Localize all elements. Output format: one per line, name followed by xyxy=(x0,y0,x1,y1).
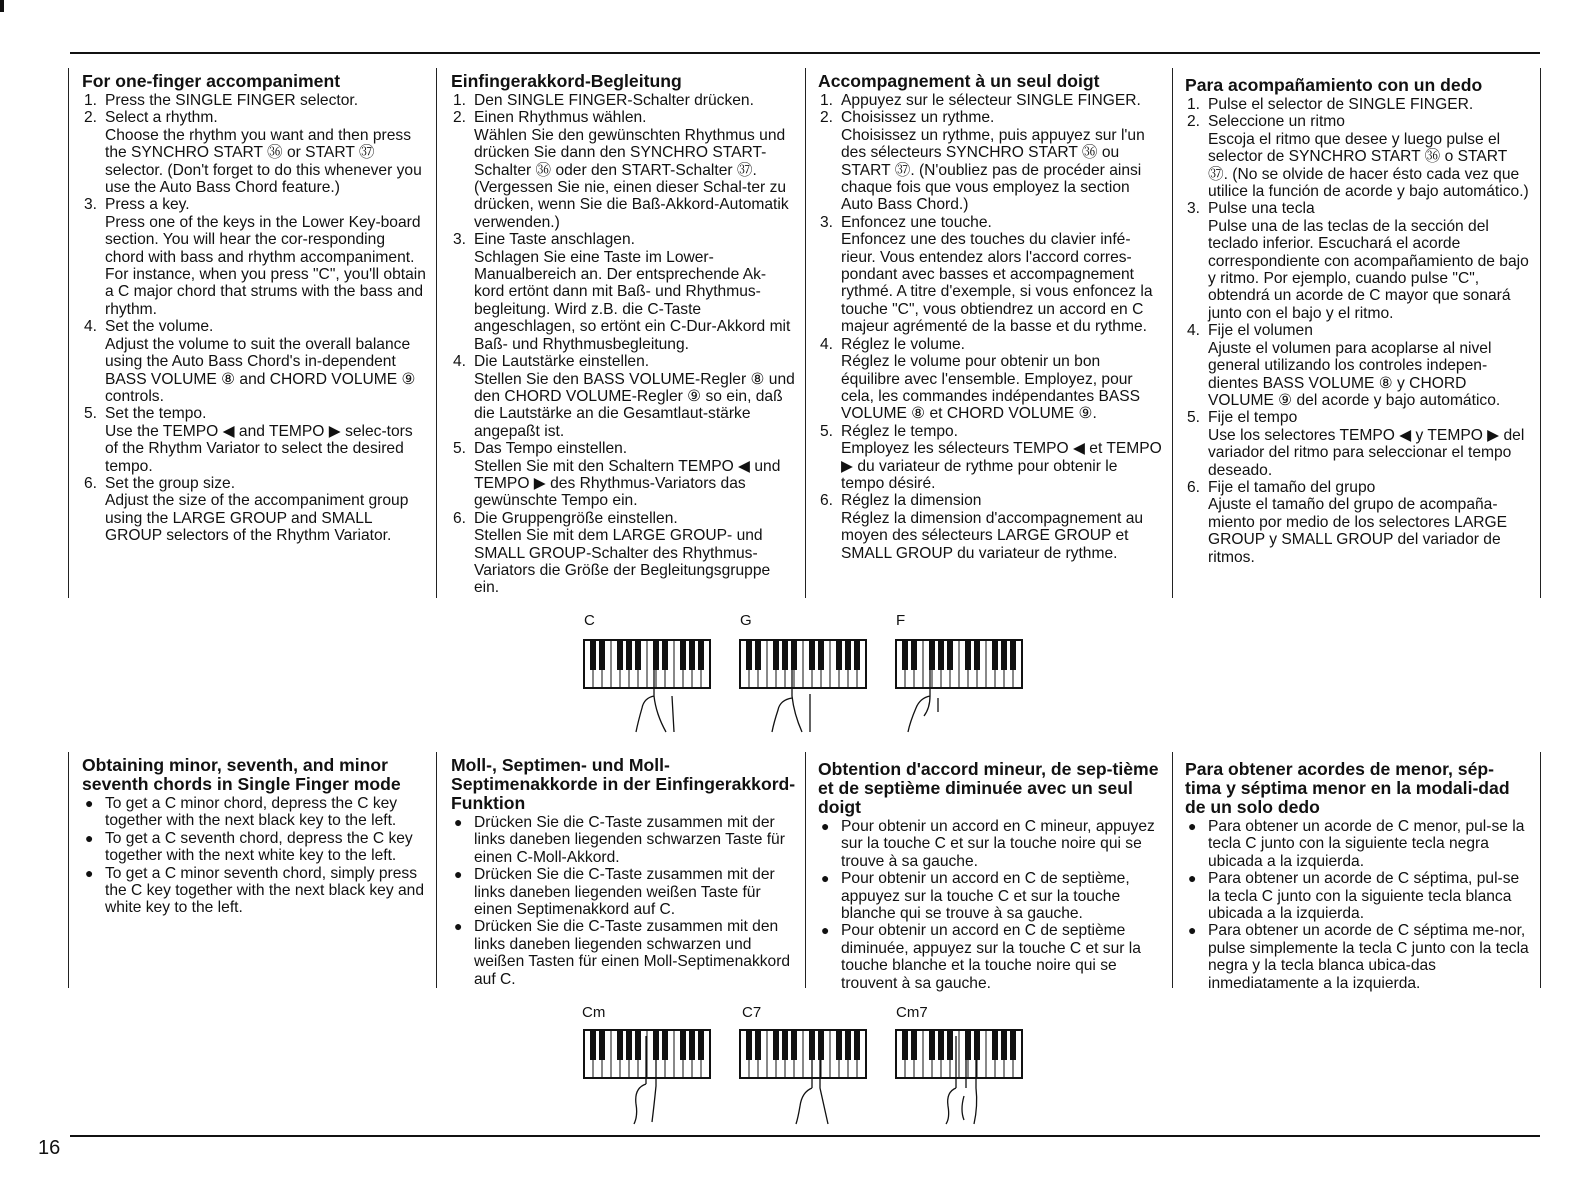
step-label: Seleccione un ritmo xyxy=(1208,113,1345,131)
black-key xyxy=(974,1030,980,1060)
minor-section-german xyxy=(451,756,796,988)
bullet-text: To get a C minor seventh chord, simply press the C key together with the next black key and white key to the left. xyxy=(105,864,424,917)
step-item xyxy=(82,475,427,545)
step-number: 1. xyxy=(820,92,834,109)
black-key xyxy=(773,1030,779,1060)
step-item xyxy=(1185,409,1530,479)
bullet-text: Para obtener un acorde de C séptima, pul-se la tecla C junto con la siguiente tecla blanca ubicada a la izquierda. xyxy=(1208,870,1520,923)
black-key xyxy=(782,1030,788,1060)
divider xyxy=(436,68,437,598)
black-key xyxy=(902,640,908,670)
bullet-item xyxy=(1185,818,1530,870)
step-item xyxy=(451,92,796,109)
step-body: Schlagen Sie eine Taste im Lower-Manualbereich an. Der entsprechende Ak-kord ertönt dann mit Baß- und Rhythmus-begleitung. Wird z.B. die C-Taste angeschlagen, so ertönt ein C-Dur-Akkord mit Baß- und Rhythmusbegleitung. xyxy=(474,248,791,353)
step-label: Fije el volumen xyxy=(1208,322,1313,340)
bullet-icon: ● xyxy=(454,918,463,935)
bullet-item xyxy=(451,866,796,918)
step-number: 3. xyxy=(84,196,98,214)
black-key xyxy=(818,640,824,670)
step-number: 4. xyxy=(453,353,467,371)
step-body: Press one of the keys in the Lower Key-board section. You will hear the cor-responding chord with bass and rhythm accompaniment. For instance, when you press "C", you'll obtain a C major chord that strums with the bass and rhythm. xyxy=(105,213,426,318)
bullet-item xyxy=(1185,922,1530,992)
black-key xyxy=(947,640,953,670)
step-body: Escoja el ritmo que desee y luego pulse el selector de SYNCHRO START ㊱ o START ㊲. (No se olvide de hacer ésto cada vez que utilice la función de acorde y bajo automático.) xyxy=(1208,130,1529,201)
divider xyxy=(1172,68,1173,598)
bullet-icon: ● xyxy=(454,814,463,830)
page-number: 16 xyxy=(38,1137,61,1159)
black-key xyxy=(680,640,686,670)
bullet-icon: ● xyxy=(85,864,94,881)
black-key xyxy=(809,640,815,670)
bullet-text: To get a C minor chord, depress the C key together with the next black key to the left. xyxy=(105,795,398,830)
section-title: Moll-, Septimen- und Moll-Septimenakkorde in der Einfingerakkord-Funktion xyxy=(451,755,796,813)
step-label: Set the group size. xyxy=(105,474,236,492)
bullet-item xyxy=(82,830,427,865)
step-body: Stellen Sie mit dem LARGE GROUP- und SMALL GROUP-Schalter des Rhythmus-Variators die Größe der Begleitungsgruppe ein. xyxy=(474,527,771,597)
divider xyxy=(436,752,437,988)
divider xyxy=(1540,752,1541,988)
bullet-icon: ● xyxy=(821,922,830,939)
section-title: Obtaining minor, seventh, and minor seventh chords in Single Finger mode xyxy=(82,755,401,794)
step-number: 3. xyxy=(453,231,467,249)
step-number: 5. xyxy=(1187,409,1201,427)
black-key xyxy=(1010,1030,1016,1060)
divider xyxy=(805,752,806,988)
step-item xyxy=(818,92,1163,109)
black-key xyxy=(617,640,623,670)
step-number: 5. xyxy=(84,405,98,423)
bullet-item xyxy=(1185,870,1530,922)
step-item xyxy=(82,109,427,196)
step-number: 2. xyxy=(453,109,467,127)
step-item xyxy=(818,109,1163,213)
bullet-icon: ● xyxy=(821,870,830,887)
step-label: Fije el tempo xyxy=(1208,409,1298,427)
keyboard-diagram-c xyxy=(582,636,716,736)
bullet-text: Drücken Sie die C-Taste zusammen mit der links daneben liegenden schwarzen Taste für einen C-Moll-Akkord. xyxy=(474,814,785,866)
step-item xyxy=(1185,322,1530,409)
step-label: Pulse el selector de SINGLE FINGER. xyxy=(1208,96,1474,113)
step-body: Ajuste el tamaño del grupo de acompaña-miento por medio de los selectores LARGE GROUP y SMALL GROUP del variador de ritmos. xyxy=(1208,496,1508,566)
black-key xyxy=(911,640,917,670)
bullet-text: Pour obtenir un accord en C de septième, appuyez sur la touche C et sur la touche blanche qui se trouve à sa gauche. xyxy=(841,870,1130,923)
chord-label: Cm xyxy=(582,1004,606,1021)
section-title: Obtention d'accord mineur, de sep-tième et de septième diminuée avec un seul doigt xyxy=(818,759,1159,817)
step-number: 1. xyxy=(84,92,98,109)
step-body: Choose the rhythm you want and then press the SYNCHRO START ㊱ or START ㊲ selector. (Don't forget to do this whenever you use the Auto Bass Chord feature.) xyxy=(105,126,422,197)
step-item xyxy=(1185,200,1530,322)
black-key xyxy=(635,1030,641,1060)
step-label: Den SINGLE FINGER-Schalter drücken. xyxy=(474,92,754,109)
step-label: Réglez la dimension xyxy=(841,492,982,510)
step-body: Choisissez un rythme, puis appuyez sur l'un des sélecteurs SYNCHRO START ㊱ ou START ㊲. (N'oubliez pas de procéder ainsi chaque fois que vous employez la section Auto Bass Chord.) xyxy=(841,126,1145,214)
chord-label: G xyxy=(740,612,752,629)
step-item xyxy=(1185,96,1530,113)
bullet-icon: ● xyxy=(85,829,94,846)
step-body: Pulse una de las teclas de la sección del teclado inferior. Escuchará el acorde correspondiente con acompañamiento de bajo y ritmo. Por ejemplo, cuando pulse "C", obtendrá un acorde de C mayor que sonará junto con el bajo y el ritmo. xyxy=(1208,217,1529,322)
divider xyxy=(805,68,806,598)
step-item xyxy=(451,231,796,353)
section-title: For one-finger accompaniment xyxy=(82,71,341,91)
step-label: Réglez le tempo. xyxy=(841,422,959,440)
step-number: 4. xyxy=(1187,322,1201,340)
section-german xyxy=(451,72,796,597)
step-number: 3. xyxy=(1187,200,1201,218)
step-number: 2. xyxy=(820,109,834,127)
black-key xyxy=(947,1030,953,1060)
step-label: Die Lautstärke einstellen. xyxy=(474,353,650,371)
keyboard-diagram-cm7 xyxy=(894,1026,1028,1126)
bullet-item xyxy=(82,795,427,830)
corner-mark xyxy=(0,0,4,12)
top-rule xyxy=(70,52,1540,54)
black-key xyxy=(755,1030,761,1060)
black-key xyxy=(698,640,704,670)
section-title: Einfingerakkord-Begleitung xyxy=(451,71,682,91)
keyboard-diagram-g xyxy=(738,636,872,736)
step-label: Select a rhythm. xyxy=(105,109,218,127)
section-title: Para obtener acordes de menor, sép-tima y séptima menor en la modali-dad de un solo dedo xyxy=(1185,759,1510,817)
bullet-item xyxy=(82,865,427,917)
bottom-rule xyxy=(70,1135,1540,1137)
step-label: Set the volume. xyxy=(105,318,214,336)
step-body: Wählen Sie den gewünschten Rhythmus und drücken Sie dann den SYNCHRO START-Schalter ㊱ oder den START-Schalter ㊲. (Vergessen Sie nie, einen dieser Schal-ter zu drücken, wenn Sie die Baß-Akkord-Automatik verwenden.) xyxy=(474,126,789,231)
step-label: Choisissez un rythme. xyxy=(841,109,995,127)
step-body: Employez les sélecteurs TEMPO ◀ et TEMPO ▶ du variateur de rythme pour obtenir le tempo désiré. xyxy=(841,440,1162,492)
black-key xyxy=(599,1030,605,1060)
step-body: Stellen Sie mit den Schaltern TEMPO ◀ und TEMPO ▶ des Rhythmus-Variators das gewünschte Tempo ein. xyxy=(474,457,781,510)
step-item xyxy=(82,318,427,405)
step-number: 6. xyxy=(1187,478,1201,496)
black-key xyxy=(662,640,668,670)
black-key xyxy=(1010,640,1016,670)
step-number: 3. xyxy=(820,213,834,231)
chord-label: C7 xyxy=(742,1004,762,1021)
black-key xyxy=(689,640,695,670)
step-label: Eine Taste anschlagen. xyxy=(474,231,635,249)
step-label: Set the tempo. xyxy=(105,405,207,423)
black-key xyxy=(635,640,641,670)
black-key xyxy=(854,1030,860,1060)
bullet-item xyxy=(818,922,1163,992)
black-key xyxy=(845,1030,851,1060)
black-key xyxy=(755,640,761,670)
step-number: 5. xyxy=(453,440,467,458)
step-item xyxy=(818,214,1163,336)
keyboard-diagram-cm xyxy=(582,1026,716,1126)
black-key xyxy=(938,640,944,670)
divider xyxy=(1540,68,1541,598)
section-title: Accompagnement à un seul doigt xyxy=(818,71,1100,91)
black-key xyxy=(902,1030,908,1060)
bullet-item xyxy=(451,918,796,988)
step-label: Press a key. xyxy=(105,196,190,214)
step-body: Adjust the volume to suit the overall balance using the Auto Bass Chord's in-dependent BASS VOLUME ⑧ and CHORD VOLUME ⑨ controls. xyxy=(105,335,416,405)
step-label: Fije el tamaño del grupo xyxy=(1208,478,1376,496)
black-key xyxy=(590,1030,596,1060)
bullet-item xyxy=(451,814,796,866)
step-number: 1. xyxy=(1187,96,1201,113)
bullet-icon: ● xyxy=(454,866,463,883)
step-item xyxy=(451,109,796,231)
bullet-text: To get a C seventh chord, depress the C key together with the next white key to the left. xyxy=(105,829,413,865)
black-key xyxy=(992,640,998,670)
black-key xyxy=(992,1030,998,1060)
black-key xyxy=(590,640,596,670)
step-label: Einen Rhythmus wählen. xyxy=(474,109,647,127)
black-key xyxy=(818,1030,824,1060)
divider xyxy=(68,752,69,988)
step-body: Use the TEMPO ◀ and TEMPO ▶ selec-tors of the Rhythm Variator to select the desired tempo. xyxy=(105,422,413,475)
keyboard-diagram-c7 xyxy=(738,1026,872,1126)
step-item xyxy=(451,510,796,597)
step-item xyxy=(818,336,1163,423)
bullet-text: Drücken Sie die C-Taste zusammen mit den links daneben liegenden schwarzen und weißen Tasten für einen Moll-Septimenakkord auf C. xyxy=(474,918,791,988)
minor-section-french xyxy=(818,760,1163,992)
black-key xyxy=(845,640,851,670)
step-item xyxy=(818,423,1163,493)
chord-label: C xyxy=(584,612,595,629)
step-number: 6. xyxy=(453,509,467,527)
black-key xyxy=(662,1030,668,1060)
bullet-text: Drücken Sie die C-Taste zusammen mit der links daneben liegenden weißen Taste für einen Septimenakkord auf C. xyxy=(474,866,775,919)
black-key xyxy=(836,1030,842,1060)
step-label: Réglez le volume. xyxy=(841,335,965,353)
bullet-text: Pour obtenir un accord en C mineur, appuyez sur la touche C et sur la touche noire qui se trouve à sa gauche. xyxy=(841,818,1155,870)
minor-section-spanish xyxy=(1185,760,1530,992)
keyboard-diagram-f xyxy=(894,636,1028,736)
divider xyxy=(1172,752,1173,988)
black-key xyxy=(929,1030,935,1060)
step-item xyxy=(82,196,427,318)
bullet-icon: ● xyxy=(1188,870,1197,887)
step-number: 6. xyxy=(84,474,98,492)
step-body: Réglez le volume pour obtenir un bon équilibre avec l'ensemble. Employez, pour cela, les commandes indépendantes BASS VOLUME ⑧ et CHORD VOLUME ⑨. xyxy=(841,353,1141,423)
step-label: Press the SINGLE FINGER selector. xyxy=(105,92,359,109)
step-label: Pulse una tecla xyxy=(1208,200,1315,218)
black-key xyxy=(626,1030,632,1060)
step-label: Die Gruppengröße einstellen. xyxy=(474,509,678,527)
step-number: 6. xyxy=(820,492,834,510)
black-key xyxy=(938,1030,944,1060)
black-key xyxy=(854,640,860,670)
step-body: Ajuste el volumen para acoplarse al nivel general utilizando los controles indepen-dientes BASS VOLUME ⑧ y CHORD VOLUME ⑨ del acorde y bajo automático. xyxy=(1208,339,1501,409)
section-french xyxy=(818,72,1163,562)
bullet-icon: ● xyxy=(1188,922,1197,939)
step-item xyxy=(451,353,796,440)
step-body: Enfoncez une des touches du clavier infé-rieur. Vous entendez alors l'accord corres-pondant avec basses et accompagnement rythmé. A titre d'exemple, si vous enfoncez la touche "C", vous obtiendrez un accord en C majeur agrémenté de la basse et du rythme. xyxy=(841,231,1153,336)
section-spanish xyxy=(1185,76,1530,566)
black-key xyxy=(965,640,971,670)
black-key xyxy=(773,640,779,670)
step-number: 2. xyxy=(84,109,98,127)
bullet-icon: ● xyxy=(1188,818,1197,834)
bullet-text: Pour obtenir un accord en C de septième diminuée, appuyez sur la touche C et sur la touche blanche et la touche noire qui se trouvent à sa gauche. xyxy=(841,922,1141,992)
step-number: 4. xyxy=(84,318,98,336)
bullet-item xyxy=(818,870,1163,922)
black-key xyxy=(617,1030,623,1060)
black-key xyxy=(974,640,980,670)
step-item xyxy=(1185,479,1530,566)
black-key xyxy=(746,640,752,670)
black-key xyxy=(626,640,632,670)
black-key xyxy=(746,1030,752,1060)
black-key xyxy=(836,640,842,670)
step-number: 4. xyxy=(820,335,834,353)
bullet-item xyxy=(818,818,1163,870)
black-key xyxy=(698,1030,704,1060)
bullet-text: Para obtener un acorde de C menor, pul-se la tecla C junto con la siguiente tecla negra ubicada a la izquierda. xyxy=(1208,818,1525,870)
black-key xyxy=(1001,1030,1007,1060)
divider xyxy=(68,68,69,598)
step-label: Das Tempo einstellen. xyxy=(474,440,628,458)
minor-section-english xyxy=(82,756,427,917)
step-number: 2. xyxy=(1187,113,1201,131)
step-item xyxy=(818,492,1163,562)
black-key xyxy=(599,640,605,670)
chord-label: Cm7 xyxy=(896,1004,928,1021)
step-label: Appuyez sur le sélecteur SINGLE FINGER. xyxy=(841,92,1141,109)
step-item xyxy=(451,440,796,510)
black-key xyxy=(689,1030,695,1060)
step-body: Stellen Sie den BASS VOLUME-Regler ⑧ und den CHORD VOLUME-Regler ⑨ so ein, daß die Lautstärke an die Gesamtlaut-stärke angepaßt ist. xyxy=(474,370,795,440)
black-key xyxy=(1001,640,1007,670)
step-item xyxy=(1185,113,1530,200)
step-body: Réglez la dimension d'accompagnement au moyen des sélecteurs LARGE GROUP et SMALL GROUP du variateur de rythme. xyxy=(841,509,1144,562)
step-body: Adjust the size of the accompaniment group using the LARGE GROUP and SMALL GROUP selectors of the Rhythm Variator. xyxy=(105,492,409,545)
black-key xyxy=(911,1030,917,1060)
step-body: Use los selectores TEMPO ◀ y TEMPO ▶ del variador del ritmo para seleccionar el tempo deseado. xyxy=(1208,426,1525,479)
section-title: Para acompañamiento con un dedo xyxy=(1185,75,1483,95)
bullet-icon: ● xyxy=(85,795,94,811)
black-key xyxy=(680,1030,686,1060)
step-number: 5. xyxy=(820,422,834,440)
section-english xyxy=(82,72,427,545)
step-item xyxy=(82,405,427,475)
bullet-icon: ● xyxy=(821,818,830,834)
black-key xyxy=(791,1030,797,1060)
step-item xyxy=(82,92,427,109)
step-label: Enfoncez une touche. xyxy=(841,213,992,231)
bullet-text: Para obtener un acorde de C séptima me-nor, pulse simplemente la tecla C junto con la tecla negra y la tecla blanca ubica-das inmediatamente a la izquierda. xyxy=(1208,922,1529,992)
black-key xyxy=(782,640,788,670)
step-number: 1. xyxy=(453,92,467,109)
chord-label: F xyxy=(896,612,906,629)
